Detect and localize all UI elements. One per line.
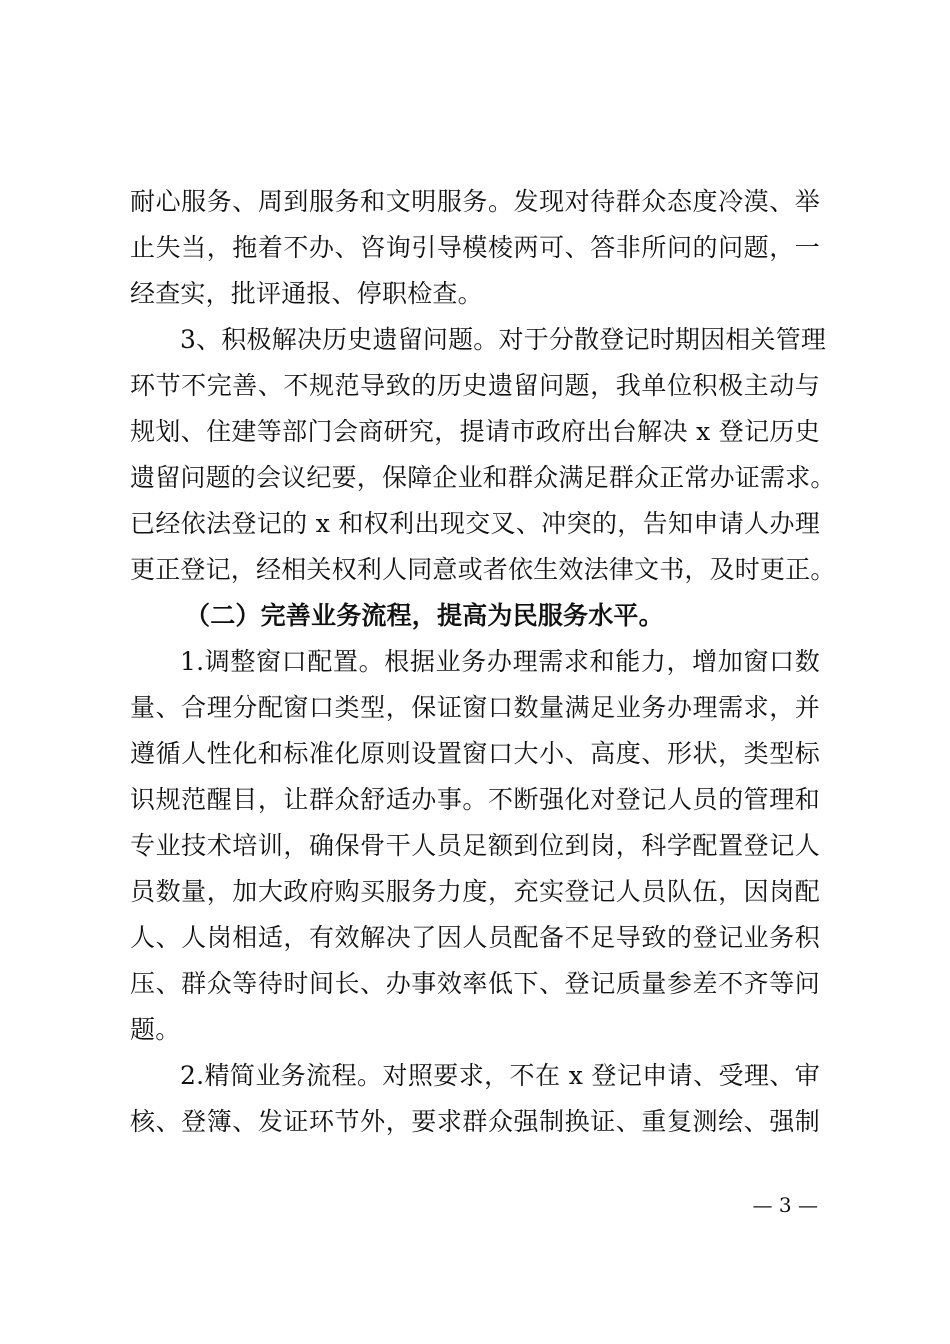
body-line-17: 人、人岗相适，有效解决了因人员配备不足导致的登记业务积 — [130, 923, 820, 952]
body-line-21: 核、登簿、发证环节外，要求群众强制换证、重复测绘、强制 — [130, 1107, 820, 1136]
body-line-18: 压、群众等待时间长、办事效率低下、登记质量参差不齐等问 — [130, 969, 820, 998]
body-line-13: 遵循人性化和标准化原则设置窗口大小、高度、形状，类型标 — [130, 739, 820, 768]
body-line-9: 更正登记，经相关权利人同意或者依生效法律文书，及时更正。 — [130, 555, 836, 584]
subsection-2-first-line: 2.精简业务流程。对照要求，不在 x 登记申请、受理、审 — [180, 1061, 820, 1090]
body-line-1: 耐心服务、周到服务和文明服务。发现对待群众态度冷漠、举 — [130, 187, 820, 216]
body-line-7: 遗留问题的会议纪要，保障企业和群众满足群众正常办证需求。 — [130, 463, 836, 492]
body-line-3: 经查实，批评通报、停职检查。 — [130, 279, 483, 308]
body-line-5: 环节不完善、不规范导致的历史遗留问题，我单位积极主动与 — [130, 371, 820, 400]
page-number: — 3 — — [752, 1193, 818, 1217]
body-line-6: 规划、住建等部门会商研究，提请市政府出台解决 x 登记历史 — [130, 417, 820, 446]
body-line-15: 专业技术培训，确保骨干人员足额到位到岗，科学配置登记人 — [130, 831, 820, 860]
body-line-2: 止失当，拖着不办、咨询引导模棱两可、答非所问的问题，一 — [130, 233, 820, 262]
body-line-8: 已经依法登记的 x 和权利出现交叉、冲突的，告知申请人办理 — [130, 509, 820, 538]
body-line-12: 量、合理分配窗口类型，保证窗口数量满足业务办理需求，并 — [130, 693, 820, 722]
body-line-16: 员数量，加大政府购买服务力度，充实登记人员队伍，因岗配 — [130, 877, 820, 906]
body-line-19: 题。 — [130, 1015, 181, 1044]
subsection-1-first-line: 1.调整窗口配置。根据业务办理需求和能力，增加窗口数 — [180, 647, 820, 676]
body-line-14: 识规范醒目，让群众舒适办事。不断强化对登记人员的管理和 — [130, 785, 820, 814]
section-heading: （二）完善业务流程，提高为民服务水平。 — [185, 601, 664, 630]
section-3-title-line: 3、积极解决历史遗留问题。对于分散登记时期因相关管理 — [180, 325, 827, 354]
